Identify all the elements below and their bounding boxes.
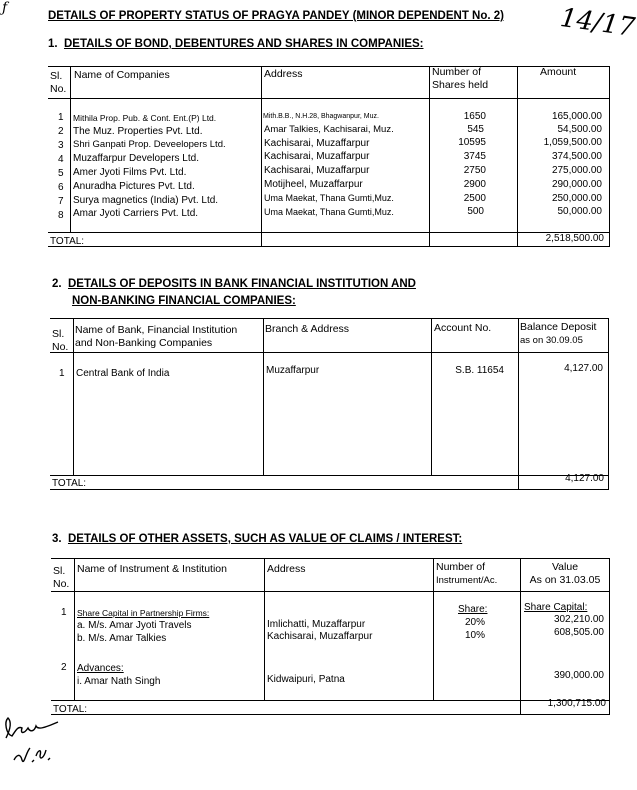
t1-total-value: 2,518,500.00 (545, 233, 604, 244)
t3-item1-capital-heading: Share Capital: (524, 602, 588, 613)
section2-number: 2. (52, 278, 62, 290)
t2-header-branch: Branch & Address (265, 323, 350, 335)
section2-title-line2: NON-BANKING FINANCIAL COMPANIES: (72, 295, 296, 307)
page-title: DETAILS OF PROPERTY STATUS OF PRAGYA PANDEY (MINOR DEPENDENT No. 2) (48, 10, 504, 22)
t3-total-label: TOTAL: (53, 704, 88, 715)
t3-header-sl: Sl. No. (53, 565, 70, 590)
t2-total-value: 4,127.00 (565, 473, 604, 484)
t2-total-label: TOTAL: (52, 478, 87, 489)
section1-number: 1. (48, 38, 58, 50)
handwritten-signature (0, 700, 70, 788)
t1-header-name: Name of Companies (74, 69, 170, 81)
section2-heading (52, 278, 416, 290)
corner-mark: ƒ (2, 0, 8, 16)
t1-header-sl: Sl. No. (50, 70, 67, 95)
page-number-handwritten: 14/17 (558, 2, 637, 44)
t3-header-address: Address (267, 563, 306, 575)
t3-total-value: 1,300,715.00 (547, 698, 606, 709)
t3-header-value: Value As on 31.03.05 (529, 561, 601, 586)
t1-header-shares: Number of Shares held (432, 66, 489, 91)
t3-item2-heading: Advances: (77, 663, 124, 674)
section3-heading (52, 533, 462, 545)
t1-total-label: TOTAL: (50, 236, 85, 247)
t3-item1-heading: Share Capital in Partnership Firms: (77, 608, 210, 618)
section3-number: 3. (52, 533, 62, 545)
t1-header-amount: Amount (540, 66, 577, 78)
section3-title: DETAILS OF OTHER ASSETS, SUCH AS VALUE OF CLAIMS / INTEREST: (67, 533, 463, 545)
t3-header-number: Number of Instrument/Ac. (436, 561, 498, 586)
t3-item2-sl: 2 (61, 662, 67, 673)
t3-item2-value: 390,000.00 (553, 670, 604, 681)
section1-title: DETAILS OF BOND, DEBENTURES AND SHARES IN COMPANIES: (63, 38, 424, 50)
section1-heading (48, 38, 423, 50)
t3-item2-address: Kidwaipuri, Patna (267, 674, 345, 685)
t1-header-address: Address (264, 68, 303, 80)
section2-title-line1: DETAILS OF DEPOSITS IN BANK FINANCIAL INSTITUTION AND (67, 278, 416, 290)
t2-header-name: Name of Bank, Financial Institution and Non-Banking Companies (75, 324, 238, 349)
t2-header-account: Account No. (434, 322, 492, 334)
t2-header-balance: Balance Deposit as on 30.09.05 (520, 321, 597, 346)
t2-header-sl: Sl. No. (52, 328, 69, 353)
t3-item1-share-heading: Share: (458, 604, 488, 615)
t3-item1-sl: 1 (61, 607, 67, 618)
t3-header-name: Name of Instrument & Institution (77, 563, 227, 575)
t3-item2-name: i. Amar Nath Singh (77, 676, 161, 687)
